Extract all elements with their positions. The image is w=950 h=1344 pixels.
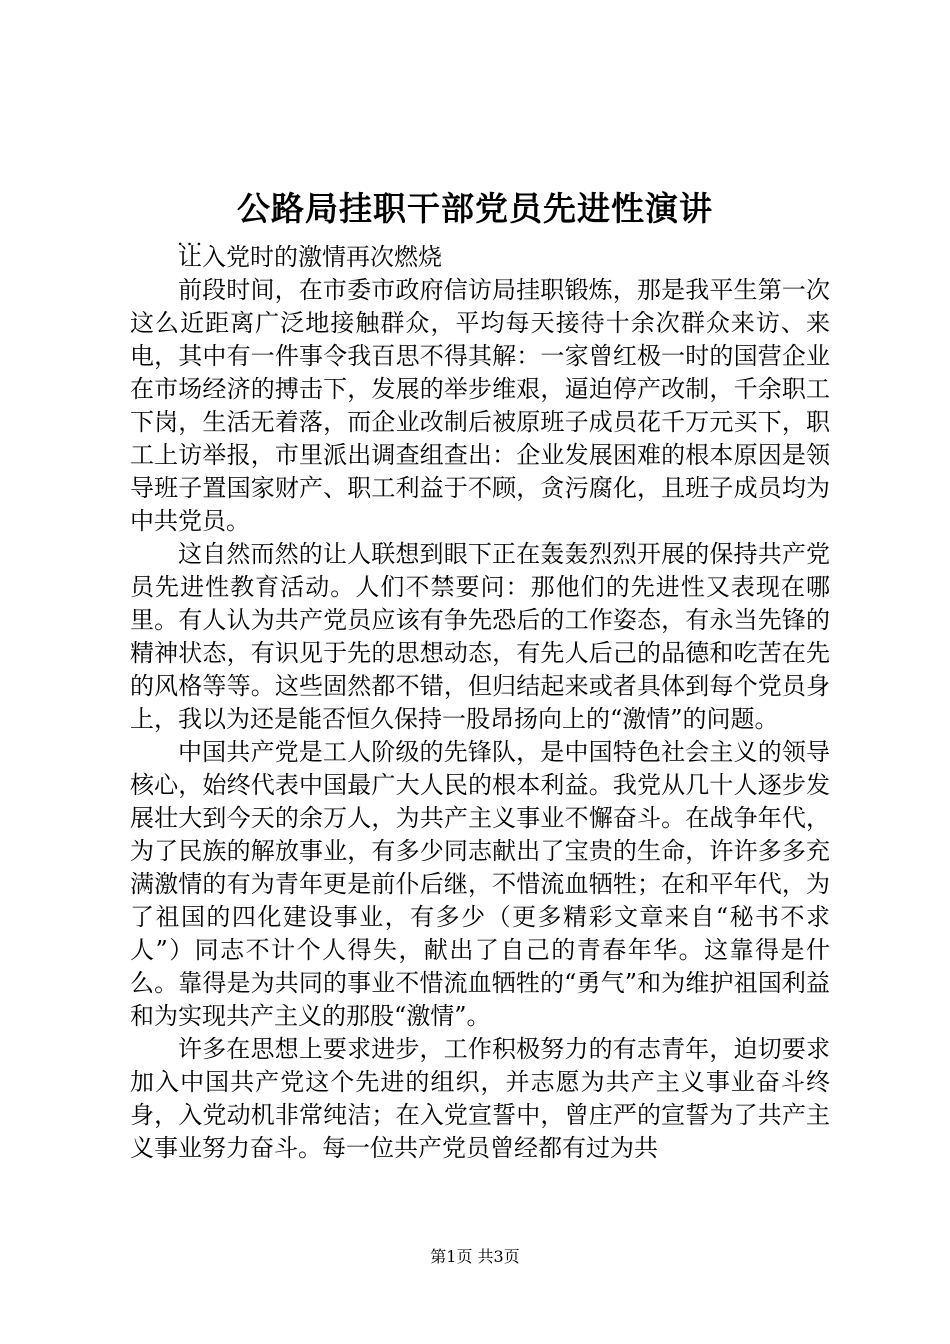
page-footer: 第1页 共3页 <box>430 1247 520 1266</box>
document-title: 公路局挂职干部党员先进性演讲 <box>237 189 713 228</box>
body-paragraph: 这自然而然的让人联想到眼下正在轰轰烈烈开展的保持共产党员先进性教育活动。人们不禁要问：那他们的先进性又表现在哪里。有人认为共产党员应该有争先恐后的工作姿态，有永当先锋的精神状态，有识见于先的思想动态，有先人后己的品德和吃苦在先的风格等等。这些固然都不错，但归结起来或者具体到每个党员身上，我以为还是能否恒久保持一股昂扬向上的“激情”的问题。 <box>130 540 830 733</box>
document-body <box>130 241 830 1165</box>
ellipsis-mark: ... <box>177 226 206 250</box>
body-paragraph: 许多在思想上要求进步，工作积极努力的有志青年，迫切要求加入中国共产党这个先进的组织，并志愿为共产主义事业奋斗终身，入党动机非常纯洁；在入党宣誓中，曾庄严的宣誓为了共产主义事业努力奋斗。每一位共产党员曾经都有过为共 <box>130 1035 830 1162</box>
body-paragraph: 前段时间，在市委市政府信访局挂职锻炼，那是我平生第一次这么近距离广泛地接触群众，平均每天接待十余次群众来访、来电，其中有一件事令我百思不得其解：一家曾红极一时的国营企业在市场经济的搏击下，发展的举步维艰，逼迫停产改制，千余职工下岗，生活无着落，而企业改制后被原班子成员花千万元买下，职工上访举报，市里派出调查组查出：企业发展困难的根本原因是领导班子置国家财产、职工利益于不顾，贪污腐化，且班子成员均为中共党员。 <box>130 276 830 535</box>
subtitle-paragraph: 让入党时的激情再次燃烧 <box>178 243 442 271</box>
body-paragraph: 中国共产党是工人阶级的先锋队，是中国特色社会主义的领导核心，始终代表中国最广大人民的根本利益。我党从几十人逐步发展壮大到今天的余万人，为共产主义事业不懈奋斗。在战争年代，为了民族的解放事业，有多少同志献出了宝贵的生命，许许多多充满激情的有为青年更是前仆后继，不惜流血牺牲；在和平年代，为了祖国的四化建设事业，有多少（更多精彩文章来自“秘书不求人”）同志不计个人得失，献出了自己的青春年华。这靠得是什么。靠得是为共同的事业不惜流血牺牲的“勇气”和为维护祖国利益和为实现共产主义的那股“激情”。 <box>130 738 830 1030</box>
